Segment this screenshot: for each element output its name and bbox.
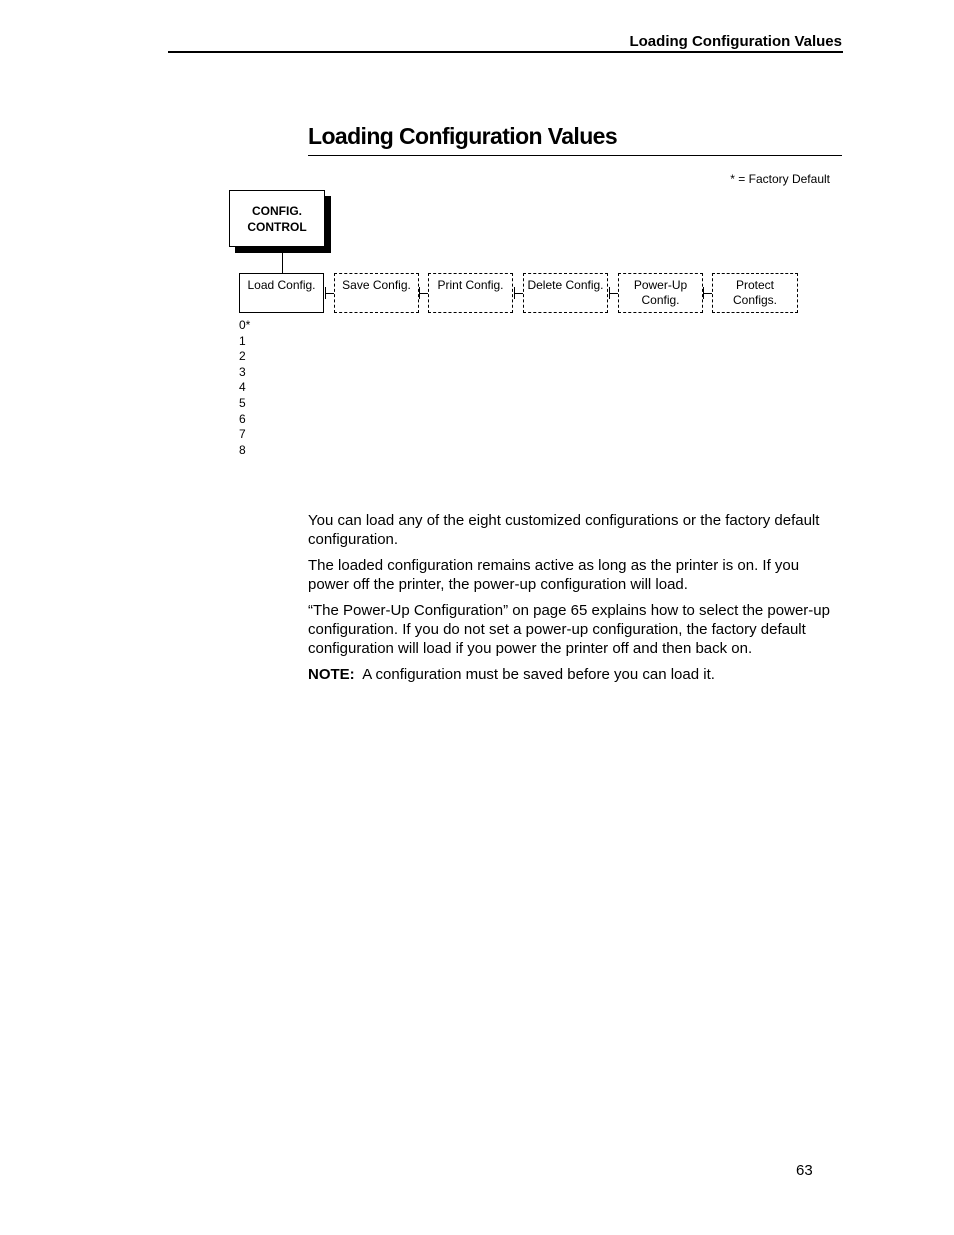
menu-item-label: Print Config. xyxy=(437,278,504,292)
config-control-line2: CONTROL xyxy=(247,219,307,234)
option-value: 0* xyxy=(239,318,251,332)
note xyxy=(308,665,844,684)
config-control-line1: CONFIG. xyxy=(252,203,302,218)
page-title: Loading Configuration Values xyxy=(308,123,618,149)
option-value: 4 xyxy=(239,380,246,395)
body-paragraph: “The Power-Up Configuration” on page 65 explains how to select the power-up configuration. If you do not set a power-up configuration, the factory default configuration will load if you power the printer off and then back on. xyxy=(308,602,830,657)
title-rule xyxy=(308,155,842,156)
option-value: 8 xyxy=(239,442,246,457)
menu-item-label: Save Config. xyxy=(342,278,411,292)
option-value: 5 xyxy=(239,395,246,410)
running-header: Loading Configuration Values xyxy=(629,33,842,50)
menu-item-protect-configs xyxy=(712,273,798,313)
menu-item-label: Power-Up xyxy=(633,278,688,292)
menu-item-power-up-config xyxy=(618,273,703,313)
menu-item-label: Delete Config. xyxy=(527,278,604,292)
menu-item-delete-config xyxy=(523,273,608,313)
option-value: 1 xyxy=(239,333,246,348)
diagram-connector-line xyxy=(282,252,283,273)
menu-item-label: Load Config. xyxy=(247,278,316,292)
menu-item-label: Protect xyxy=(735,278,774,292)
menu-item-save-config xyxy=(334,273,419,313)
body-text xyxy=(308,511,844,691)
config-control-box xyxy=(229,190,325,247)
page-number: 63 xyxy=(796,1162,813,1179)
note-text: A configuration must be saved before you can load it. xyxy=(362,666,715,683)
note-label: NOTE: xyxy=(308,666,355,683)
menu-item-print-config xyxy=(428,273,513,313)
factory-default-note: * = Factory Default xyxy=(730,172,830,186)
body-paragraph: The loaded configuration remains active as long as the printer is on. If you power off the printer, the power-up configuration will load. xyxy=(308,557,800,593)
option-value: 6 xyxy=(239,411,246,426)
option-value: 7 xyxy=(239,427,246,442)
load-options-list xyxy=(239,318,250,458)
option-value: 3 xyxy=(239,364,246,379)
menu-item-load-config xyxy=(239,273,324,313)
menu-item-label-line2: Configs. xyxy=(732,293,778,307)
menu-item-label-line2: Config. xyxy=(641,293,680,307)
header-rule xyxy=(168,51,843,53)
body-paragraph: You can load any of the eight customized configurations or the factory default configuration. xyxy=(308,512,820,548)
option-value: 2 xyxy=(239,349,246,364)
